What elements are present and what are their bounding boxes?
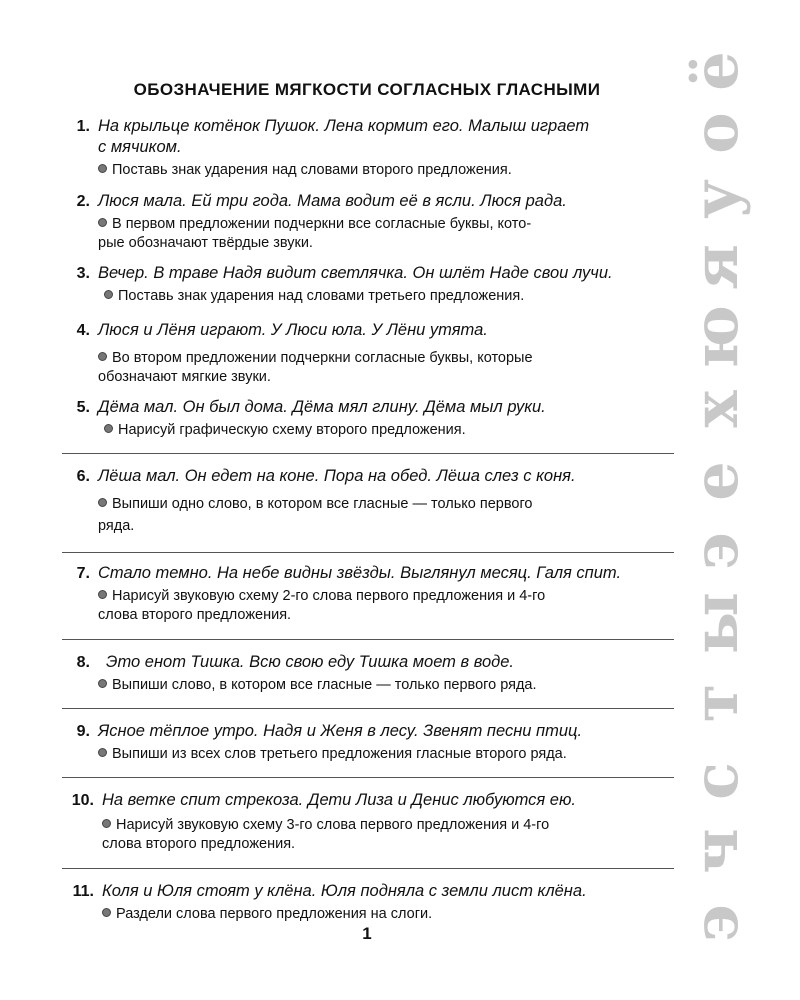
exercise-task: Нарисуй звуковую схему 3-го слова первого предложения и 4-го [116, 817, 550, 833]
exercise-number: 6. [76, 468, 90, 485]
exercise-sentence: Вечер. В траве Надя видит светлячка. Он шлёт Наде свои лучи. [98, 264, 613, 282]
exercise-sentence: На крыльце котёнок Пушок. Лена кормит его. Малыш играет [98, 117, 590, 135]
exercise-8 [62, 639, 674, 695]
bullet-icon [104, 424, 113, 433]
decorative-letter: у [679, 179, 752, 219]
exercise-sentence: На ветке спит стрекоза. Дети Лиза и Денис любуются ею. [102, 791, 576, 809]
exercise-task: Выпиши из всех слов третьего предложения гласные второго ряда. [112, 746, 567, 762]
exercise-number: 11. [72, 883, 94, 900]
exercise-task: Выпиши слово, в котором все гласные — только первого ряда. [112, 677, 537, 693]
exercise-number: 10. [71, 792, 94, 809]
exercise-7 [62, 552, 674, 625]
exercise-task: ряда. [98, 518, 135, 534]
exercise-sentence: Коля и Юля стоят у клёна. Юля подняла с земли лист клёна. [102, 882, 587, 900]
bullet-icon [98, 679, 107, 688]
bullet-icon [98, 590, 107, 599]
exercise-sentence: Люся мала. Ей три года. Мама водит её в ясли. Люся рада. [98, 192, 567, 210]
exercise-number: 9. [76, 723, 90, 740]
exercise-sentence: Стало темно. На небе видны звёзды. Выглянул месяц. Галя спит. [98, 564, 622, 582]
decorative-letter: с [679, 762, 752, 800]
exercise-task: Нарисуй звуковую схему 2-го слова первого предложения и 4-го [112, 588, 546, 604]
exercise-task: слова второго предложения. [98, 607, 292, 623]
exercise-number: 7. [76, 565, 90, 582]
bullet-icon [102, 819, 111, 828]
exercise-sentence: с мячиком. [98, 138, 182, 156]
bullet-icon [102, 908, 111, 917]
exercise-task: Нарисуй графическую схему второго предложения. [118, 422, 466, 438]
exercise-task: Раздели слова первого предложения на слоги. [116, 906, 433, 922]
exercise-9 [62, 708, 674, 764]
decorative-letter: э [679, 904, 752, 942]
exercise-number: 8. [76, 654, 90, 671]
decorative-letter-column [676, 40, 756, 980]
decorative-letter: ы [679, 591, 752, 655]
exercise-sentence: Лёша мал. Он едет на коне. Пора на обед. Лёша слез с коня. [98, 467, 576, 485]
exercise-1 [62, 116, 674, 180]
exercise-task: Выпиши одно слово, в котором все гласные — только первого [112, 496, 533, 512]
exercise-task: Поставь знак ударения над словами третьего предложения. [118, 288, 525, 304]
exercise-5 [62, 397, 674, 440]
exercise-task: Поставь знак ударения над словами второго предложения. [112, 162, 512, 178]
exercise-sentence: Ясное тёплое утро. Надя и Женя в лесу. Звенят песни птиц. [98, 722, 583, 740]
page-title: ОБОЗНАЧЕНИЕ МЯГКОСТИ СОГЛАСНЫХ ГЛАСНЫМИ [133, 80, 601, 99]
exercise-10 [62, 777, 674, 854]
exercise-number: 4. [76, 322, 90, 339]
decorative-letter: т [679, 683, 752, 723]
bullet-icon [98, 748, 107, 757]
exercise-sentence: Люся и Лёня играют. У Люси юла. У Лёни утята. [98, 321, 488, 339]
exercise-number: 5. [76, 399, 90, 416]
exercise-number: 2. [76, 193, 90, 210]
exercise-task: рые обозначают твёрдые звуки. [98, 235, 313, 251]
bullet-icon [98, 352, 107, 361]
page-number: 1 [362, 924, 372, 943]
exercise-task: обозначают мягкие звуки. [98, 369, 271, 385]
exercise-sentence: Дёма мал. Он был дома. Дёма мял глину. Дёма мыл руки. [98, 398, 546, 416]
bullet-icon [98, 498, 107, 507]
exercise-11 [62, 868, 674, 924]
exercise-3 [62, 263, 674, 306]
decorative-letter: ч [679, 828, 752, 874]
bullet-icon [104, 290, 113, 299]
exercise-number: 3. [76, 265, 90, 282]
decorative-letter: х [679, 390, 752, 428]
exercise-number: 1. [76, 118, 90, 135]
decorative-letter: ё [679, 51, 752, 91]
exercise-task: В первом предложении подчеркни все согласные буквы, кото- [112, 216, 532, 232]
exercise-task: слова второго предложения. [102, 836, 296, 852]
decorative-letter: е [679, 461, 752, 501]
decorative-letter: э [679, 532, 752, 570]
bullet-icon [98, 164, 107, 173]
decorative-letter: я [679, 244, 752, 290]
exercise-2 [62, 191, 674, 253]
decorative-letter: ю [679, 305, 752, 369]
exercise-task: Во втором предложении подчеркни согласные буквы, которые [112, 350, 533, 366]
bullet-icon [98, 218, 107, 227]
exercise-sentence: Это енот Тишка. Всю свою еду Тишка моет в воде. [106, 653, 515, 671]
exercise-6 [62, 453, 674, 536]
exercise-list [62, 116, 674, 924]
decorative-letter: о [679, 112, 752, 154]
exercise-4 [62, 320, 674, 387]
